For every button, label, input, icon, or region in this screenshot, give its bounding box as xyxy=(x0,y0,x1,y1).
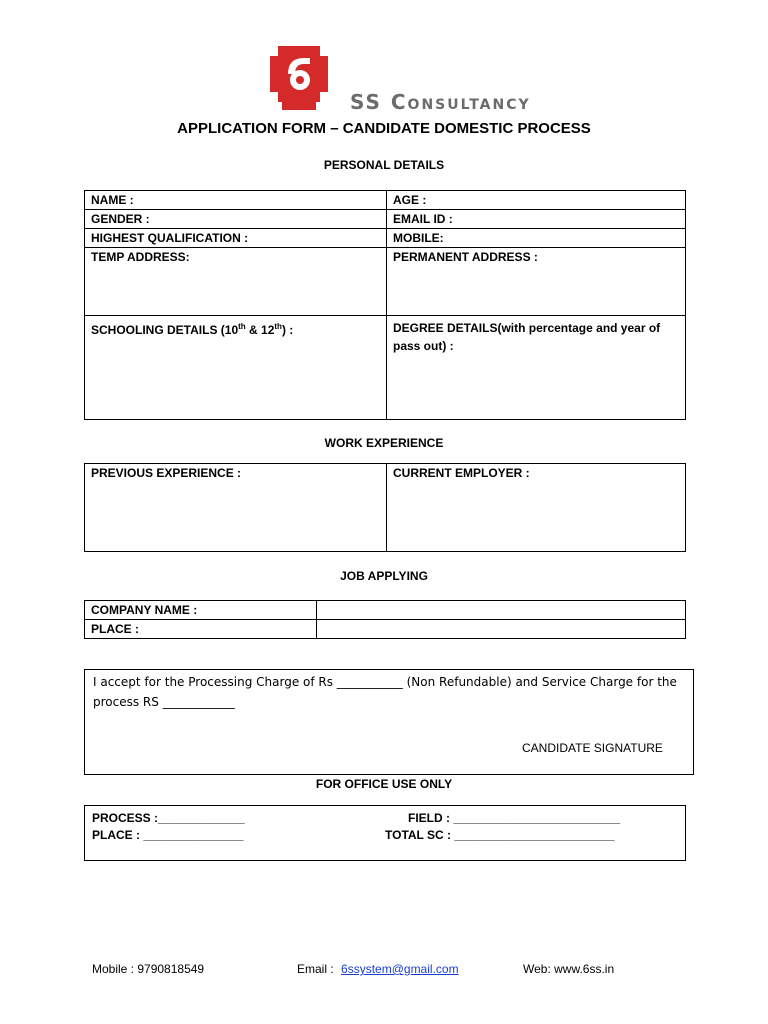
company-name-input[interactable] xyxy=(317,601,686,620)
temp-address-field[interactable]: TEMP ADDRESS: xyxy=(85,248,387,316)
section-heading-office: FOR OFFICE USE ONLY xyxy=(315,777,453,791)
office-use-box xyxy=(84,805,686,861)
permanent-address-field[interactable]: PERMANENT ADDRESS : xyxy=(387,248,686,316)
page-title: APPLICATION FORM – CANDIDATE DOMESTIC PROCESS xyxy=(177,120,591,137)
office-place-field[interactable]: PLACE : _______________ xyxy=(92,828,244,842)
footer-email-link[interactable]: 6ssystem@gmail.com xyxy=(341,962,459,976)
degree-field[interactable]: DEGREE DETAILS(with percentage and year of pass out) : xyxy=(387,316,686,420)
footer-email-label: Email : xyxy=(297,962,334,976)
job-place-label: PLACE : xyxy=(85,620,317,639)
name-field[interactable]: NAME : xyxy=(85,191,387,210)
candidate-signature-label: CANDIDATE SIGNATURE xyxy=(522,741,663,755)
gender-field[interactable]: GENDER : xyxy=(85,210,387,229)
office-process-field[interactable]: PROCESS :_____________ xyxy=(92,811,245,825)
schooling-field[interactable]: SCHOOLING DETAILS (10th & 12th) : xyxy=(85,316,387,420)
age-field[interactable]: AGE : xyxy=(387,191,686,210)
office-total-sc-field[interactable]: TOTAL SC : ________________________ xyxy=(385,828,615,842)
logo-text: SS Consultancy xyxy=(350,90,531,114)
office-field-field[interactable]: FIELD : _________________________ xyxy=(408,811,621,825)
email-field[interactable]: EMAIL ID : xyxy=(387,210,686,229)
job-place-input[interactable] xyxy=(317,620,686,639)
declaration-line-2: process RS ____________ xyxy=(93,695,235,709)
footer-web: Web: www.6ss.in xyxy=(523,962,615,976)
footer-email xyxy=(297,962,459,976)
personal-details-table xyxy=(84,190,686,420)
previous-experience-field[interactable]: PREVIOUS EXPERIENCE : xyxy=(85,464,387,552)
logo-mark xyxy=(268,44,330,112)
section-heading-work: WORK EXPERIENCE xyxy=(324,436,444,450)
footer-mobile: Mobile : 9790818549 xyxy=(92,962,205,976)
qualification-field[interactable]: HIGHEST QUALIFICATION : xyxy=(85,229,387,248)
section-heading-job: JOB APPLYING xyxy=(340,569,428,583)
job-applying-table xyxy=(84,600,686,639)
declaration-line-1: I accept for the Processing Charge of Rs ___________ (Non Refundable) and Service Charge for the xyxy=(93,675,677,689)
declaration-box xyxy=(84,669,694,775)
work-experience-table xyxy=(84,463,686,552)
company-name-label: COMPANY NAME : xyxy=(85,601,317,620)
current-employer-field[interactable]: CURRENT EMPLOYER : xyxy=(387,464,686,552)
mobile-field[interactable]: MOBILE: xyxy=(387,229,686,248)
section-heading-personal: PERSONAL DETAILS xyxy=(323,158,445,172)
